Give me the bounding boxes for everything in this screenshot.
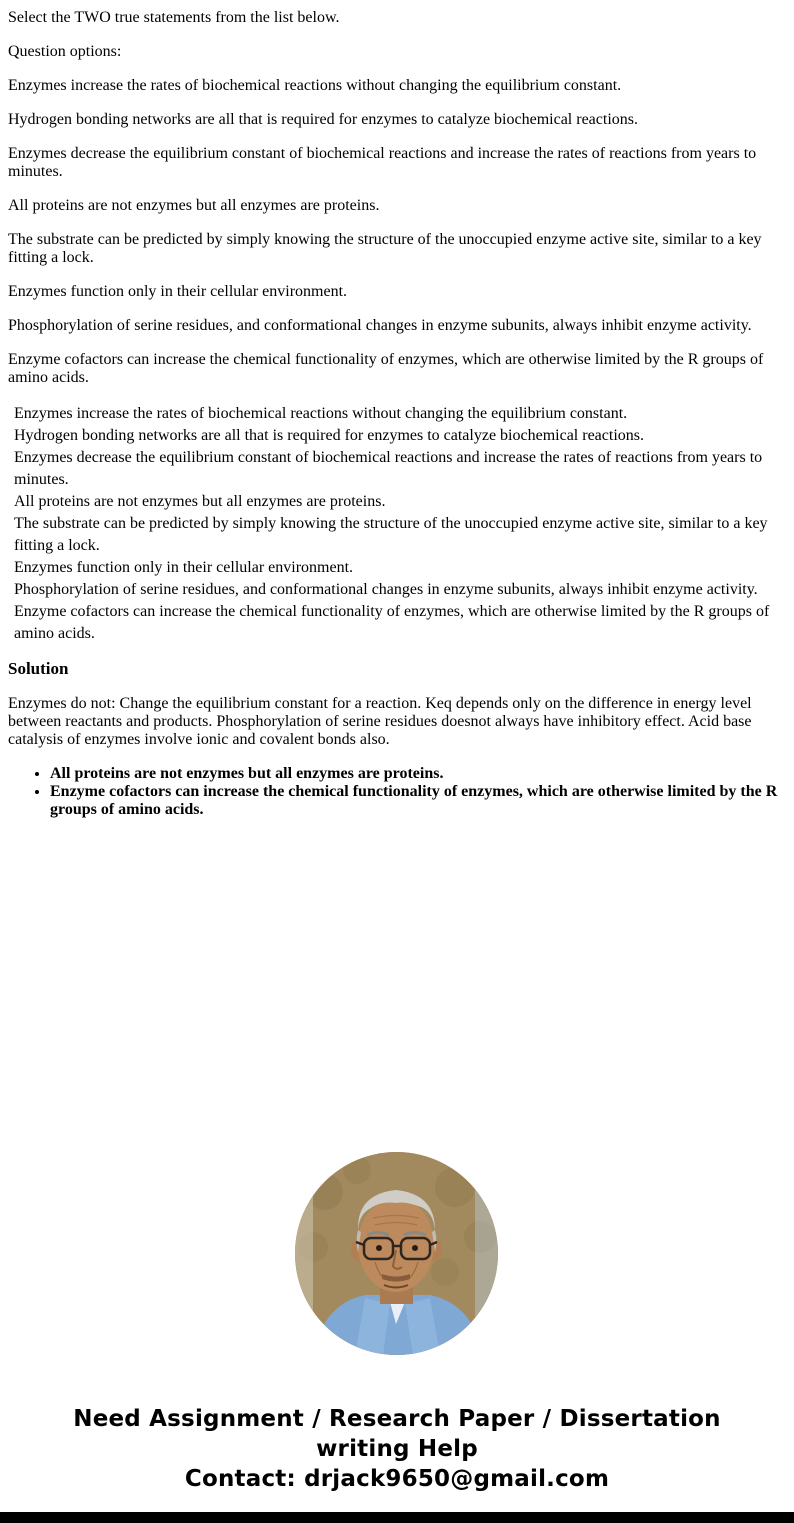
question-option: Enzymes increase the rates of biochemical reactions without changing the equilibrium constant. bbox=[8, 77, 622, 94]
question-prompt: Select the TWO true statements from the list below. bbox=[8, 9, 340, 26]
options-list bbox=[14, 403, 786, 645]
correct-answer: • All proteins are not enzymes but all enzymes are proteins. bbox=[50, 765, 786, 783]
bottom-bar bbox=[0, 1512, 794, 1523]
option-row: Enzymes increase the rates of biochemical reactions without changing the equilibrium constant. bbox=[14, 405, 628, 422]
correct-answer: • Enzyme cofactors can increase the chemical functionality of enzymes, which are otherwise limited by the R groups of amino acids. bbox=[50, 783, 786, 819]
option-row: Hydrogen bonding networks are all that is required for enzymes to catalyze biochemical reactions. bbox=[14, 427, 644, 444]
question-option: Hydrogen bonding networks are all that is required for enzymes to catalyze biochemical reactions. bbox=[8, 111, 638, 128]
option-row: The substrate can be predicted by simply knowing the structure of the unoccupied enzyme active site, similar to a key fitting a lock. bbox=[14, 515, 768, 554]
option-row: Enzyme cofactors can increase the chemical functionality of enzymes, which are otherwise limited by the R groups of amino acids. bbox=[14, 603, 770, 642]
option-row: Phosphorylation of serine residues, and conformational changes in enzyme subunits, always inhibit enzyme activity. bbox=[14, 581, 758, 598]
option-row: All proteins are not enzymes but all enzymes are proteins. bbox=[14, 493, 386, 510]
option-row: Enzymes function only in their cellular environment. bbox=[14, 559, 354, 576]
option-row: Enzymes decrease the equilibrium constant of biochemical reactions and increase the rates of reactions from years to minutes. bbox=[14, 449, 763, 488]
question-option: Phosphorylation of serine residues, and conformational changes in enzyme subunits, always inhibit enzyme activity. bbox=[8, 317, 752, 334]
solution-section bbox=[8, 659, 786, 819]
question-option: Enzyme cofactors can increase the chemical functionality of enzymes, which are otherwise limited by the R groups of amino acids. bbox=[8, 351, 764, 386]
tutor-photo bbox=[295, 1152, 498, 1355]
footer-heading: Need Assignment / Research Paper / Dissertation writing Help bbox=[73, 1406, 721, 1462]
solution-heading: Solution bbox=[8, 659, 69, 678]
question-option: Enzymes decrease the equilibrium constant of biochemical reactions and increase the rates of reactions from years to minutes. bbox=[8, 145, 757, 180]
correct-answers-list bbox=[8, 765, 786, 819]
question-options-label: Question options: bbox=[8, 43, 122, 60]
solution-explanation: Enzymes do not: Change the equilibrium constant for a reaction. Keq depends only on the difference in energy level between reactants and products. Phosphorylation of serine residues doesnot always have inhibitory effect. Acid base catalysis of enzymes involve ionic and covalent bonds also. bbox=[8, 695, 752, 748]
question-section bbox=[8, 9, 786, 387]
question-option: All proteins are not enzymes but all enzymes are proteins. bbox=[8, 197, 380, 214]
question-option: Enzymes function only in their cellular environment. bbox=[8, 283, 348, 300]
footer-contact-email: Contact: drjack9650@gmail.com bbox=[184, 1466, 610, 1492]
question-option: The substrate can be predicted by simply knowing the structure of the unoccupied enzyme active site, similar to a key fitting a lock. bbox=[8, 231, 762, 266]
footer-banner bbox=[0, 1404, 794, 1494]
tutor-photo-illustration bbox=[295, 1152, 498, 1355]
